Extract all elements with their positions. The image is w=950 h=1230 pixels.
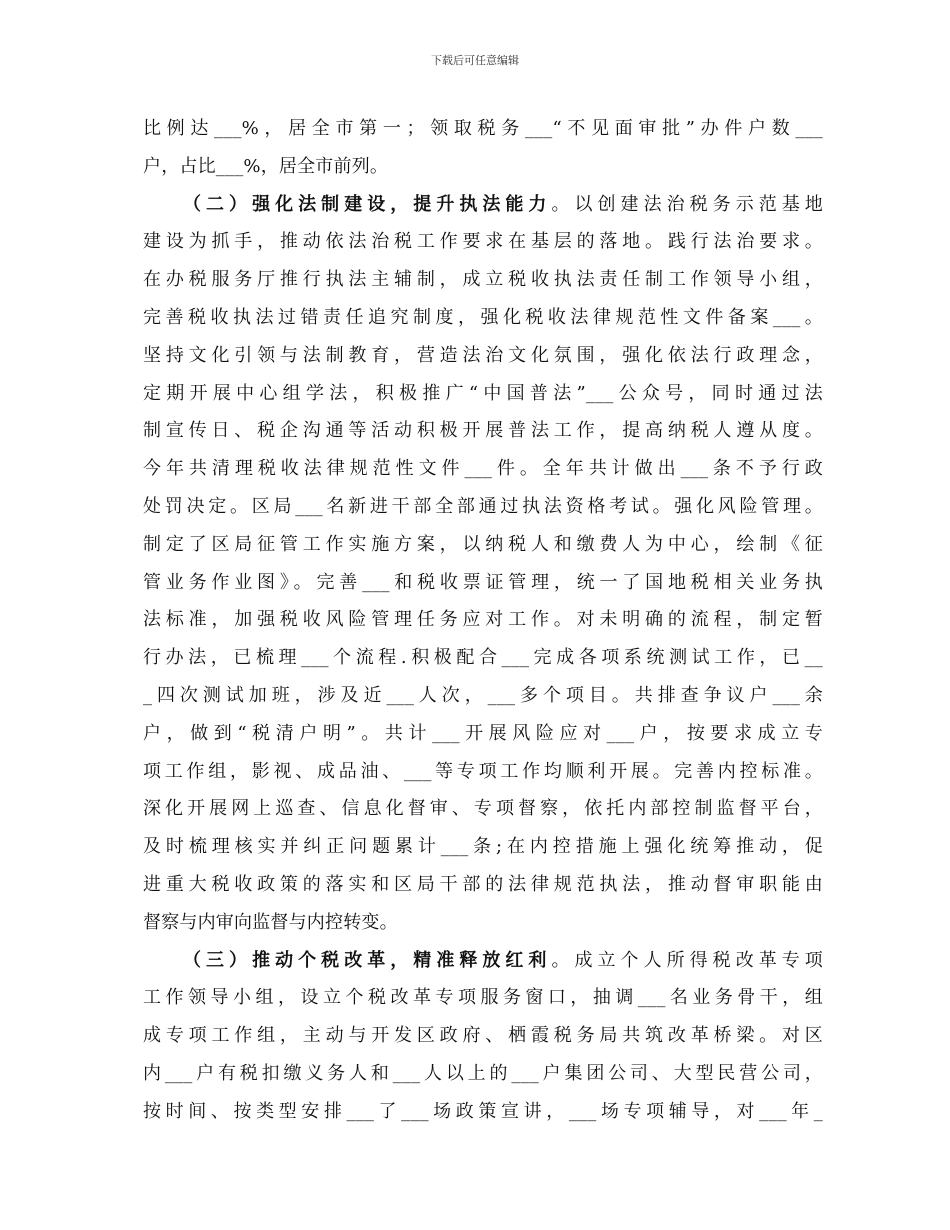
text-line: 完善税收执法过错责任追究制度，强化税收法律规范性文件备案___。 [143,306,823,328]
text-line: 户，占比___%，居全市前列。 [143,155,389,177]
text-line: 成专项工作组，主动与开发区政府、栖霞税务局共筑改革桥梁。对区 [143,1025,823,1047]
text-span: 。以创建法治税务示范基地 [551,193,823,215]
text-line: 项工作组，影视、成品油、___等专项工作均顺利开展。完善内控标准。 [143,760,823,782]
text-line: 制定了区局征管工作实施方案，以纳税人和缴费人为中心，绘制《征 [143,533,823,555]
text-line: 督察与内审向监督与内控转变。 [143,911,398,933]
document-body [143,110,823,1131]
text-line: 法标准，加强税收风险管理任务应对工作。对未明确的流程，制定暂 [143,609,823,631]
text-line: 按时间、按类型安排___了___场政策宣讲，___场专项辅导，对___年_ [143,1100,823,1122]
text-line: 户，做到“税清户明”。共计___开展风险应对___户，按要求成立专 [143,722,823,744]
paragraph-heading-line [143,186,823,224]
text-line: 工作领导小组，设立个税改革专项服务窗口，抽调___名业务骨干，组 [143,987,823,1009]
section-heading: （二）强化法制建设，提升执法能力 [183,193,552,215]
text-line: 今年共清理税收法律规范性文件___件。全年共计做出___条不予行政 [143,458,823,480]
text-line: 及时梳理核实并纠正问题累计___条;在内控措施上强化统筹推动，促 [143,836,823,858]
text-line: 深化开展网上巡查、信息化督审、专项督察，依托内部控制监督平台， [143,798,823,820]
text-line: 制宣传日、税企沟通等活动积极开展普法工作，提高纳税人遵从度。 [143,420,823,442]
text-line: 处罚决定。区局___名新进干部全部通过执法资格考试。强化风险管理。 [143,495,823,517]
page-header: 下载后可任意编辑 [431,54,519,67]
text-line: 管业务作业图》。完善___和税收票证管理，统一了国地税相关业务执 [143,571,823,593]
text-line: 建设为抓手，推动依法治税工作要求在基层的落地。践行法治要求。 [143,231,823,253]
text-line: 内___户有税扣缴义务人和___人以上的___户集团公司、大型民营公司， [143,1062,823,1084]
text-line: 在办税服务厅推行执法主辅制，成立税收执法责任制工作领导小组， [143,269,823,291]
text-line: 进重大税收政策的落实和区局干部的法律规范执法，推动督审职能由 [143,873,823,895]
text-span: 。成立个人所得税改革专项 [551,949,823,971]
text-line: 定期开展中心组学法，积极推广“中国普法”___公众号，同时通过法 [143,382,823,404]
section-heading: （三）推动个税改革，精准释放红利 [183,949,552,971]
text-line: 行办法，已梳理___个流程.积极配合___完成各项系统测试工作，已__ [143,647,824,669]
text-line: _四次测试加班，涉及近___人次，___多个项目。共排查争议户___余 [143,684,823,706]
text-line: 比例达___%，居全市第一；领取税务___“不见面审批”办件户数___ [143,118,823,139]
text-line: 坚持文化引领与法制教育，营造法治文化氛围，强化依法行政理念， [143,344,823,366]
paragraph-heading-line [143,942,823,980]
